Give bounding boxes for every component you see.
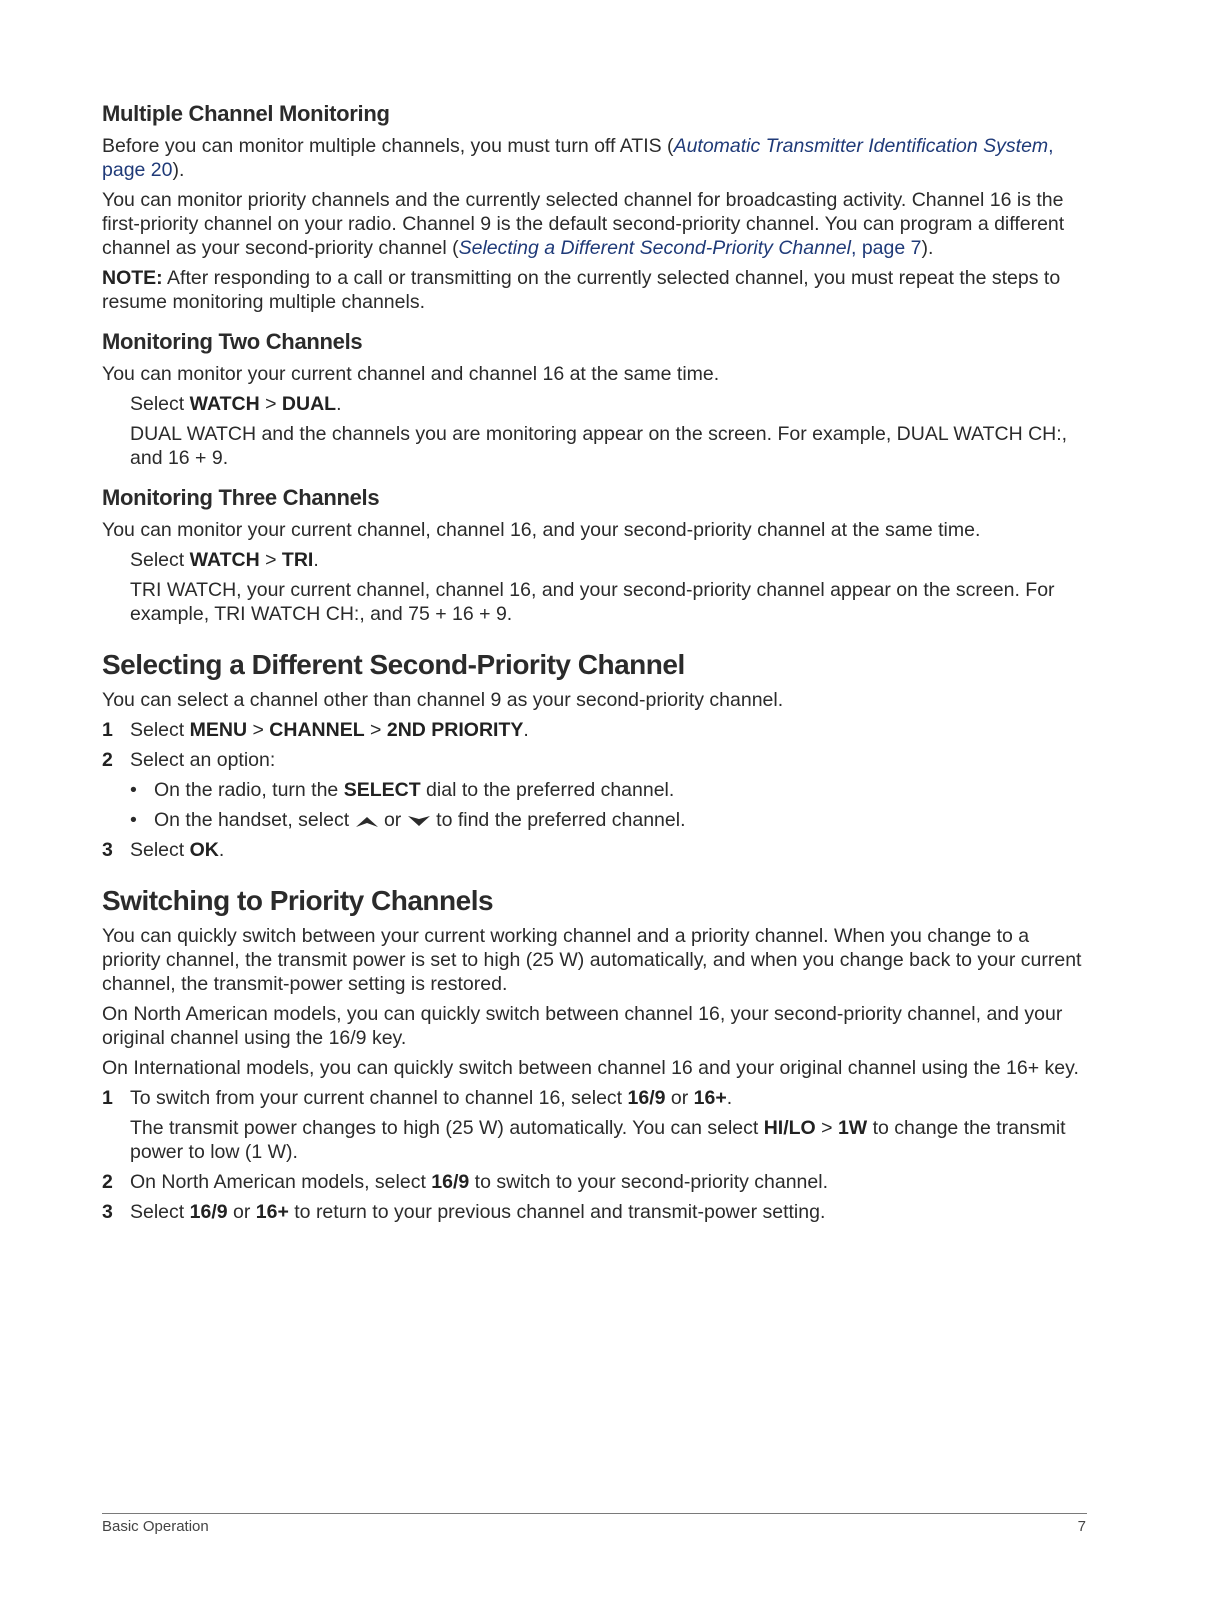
- footer-page-number: 7: [1077, 1518, 1086, 1535]
- paragraph-atis: Before you can monitor multiple channels, you must turn off ATIS (Automatic Transmitter Identification System, page 20).: [102, 135, 1054, 181]
- paragraph-three-intro: You can monitor your current channel, channel 16, and your second-priority channel at the same time.: [102, 519, 981, 541]
- footer-section-title: Basic Operation: [102, 1518, 209, 1535]
- bullet-handset: • On the handset, select or to find the preferred channel.: [130, 809, 686, 831]
- bullet-radio-dial: • On the radio, turn the SELECT dial to the preferred channel.: [130, 779, 675, 801]
- note-paragraph: NOTE: After responding to a call or transmitting on the currently selected channel, you must repeat the steps to resume monitoring multiple channels.: [102, 267, 1061, 313]
- step-1-switch: 1 To switch from your current channel to channel 16, select 16/9 or 16+.: [102, 1087, 733, 1109]
- paragraph-switching-2: On North American models, you can quickly switch between channel 16, your second-priority channel, and your original channel using the 16/9 key.: [102, 1003, 1063, 1049]
- link-second-priority[interactable]: Selecting a Different Second-Priority Channel: [458, 237, 851, 259]
- step-1-menu: 1 Select MENU > CHANNEL > 2ND PRIORITY.: [102, 719, 529, 741]
- heading-selecting-second-priority: Selecting a Different Second-Priority Channel: [102, 649, 685, 680]
- up-arrow-icon: [355, 814, 379, 828]
- step-select-tri: Select WATCH > TRI.: [130, 549, 319, 571]
- step-1-result: The transmit power changes to high (25 W) automatically. You can select HI/LO > 1W to change the transmit power to low (1 W).: [130, 1117, 1066, 1163]
- link-atis-page[interactable]: , page 20: [102, 135, 1054, 181]
- step-select-dual: Select WATCH > DUAL.: [130, 393, 342, 415]
- down-arrow-icon: [407, 814, 431, 828]
- step-2-option: 2 Select an option:: [102, 749, 276, 771]
- step-3-return: 3 Select 16/9 or 16+ to return to your previous channel and transmit-power setting.: [102, 1201, 826, 1223]
- step-3-ok: 3 Select OK.: [102, 839, 225, 861]
- paragraph-switching-3: On International models, you can quickly switch between channel 16 and your original channel using the 16+ key.: [102, 1057, 1079, 1079]
- paragraph-priority-channels: You can monitor priority channels and the currently selected channel for broadcasting activity. Channel 16 is the first-priority channel on your radio. Channel 9 is the default second-priority channel. You can program a different channel as your second-priority channel (Selecting a Different Second-Priority Channel, page 7).: [102, 189, 1065, 259]
- footer-divider: [102, 1513, 1087, 1514]
- heading-multiple-channel-monitoring: Multiple Channel Monitoring: [102, 101, 390, 126]
- step-result-tri: TRI WATCH, your current channel, channel 16, and your second-priority channel appear on the screen. For example, TRI WATCH CH:, and 75 + 16 + 9.: [130, 579, 1055, 625]
- heading-monitoring-three-channels: Monitoring Three Channels: [102, 485, 380, 510]
- note-label: NOTE:: [102, 267, 163, 289]
- step-2-north-american: 2 On North American models, select 16/9 to switch to your second-priority channel.: [102, 1171, 829, 1193]
- link-atis[interactable]: Automatic Transmitter Identification System: [673, 135, 1049, 157]
- link-second-priority-page[interactable]: , page 7: [850, 237, 922, 259]
- heading-switching-priority: Switching to Priority Channels: [102, 885, 494, 916]
- paragraph-two-intro: You can monitor your current channel and channel 16 at the same time.: [102, 363, 720, 385]
- heading-monitoring-two-channels: Monitoring Two Channels: [102, 329, 363, 354]
- paragraph-switching-1: You can quickly switch between your current working channel and a priority channel. When you change to a priority channel, the transmit power is set to high (25 W) automatically, and when you change back to your current channel, the transmit-power setting is restored.: [102, 925, 1082, 995]
- page-content: [102, 100, 1087, 1224]
- paragraph-selecting-intro: You can select a channel other than channel 9 as your second-priority channel.: [102, 689, 784, 711]
- step-result-dual: DUAL WATCH and the channels you are monitoring appear on the screen. For example, DUAL WATCH CH:, and 16 + 9.: [130, 423, 1068, 469]
